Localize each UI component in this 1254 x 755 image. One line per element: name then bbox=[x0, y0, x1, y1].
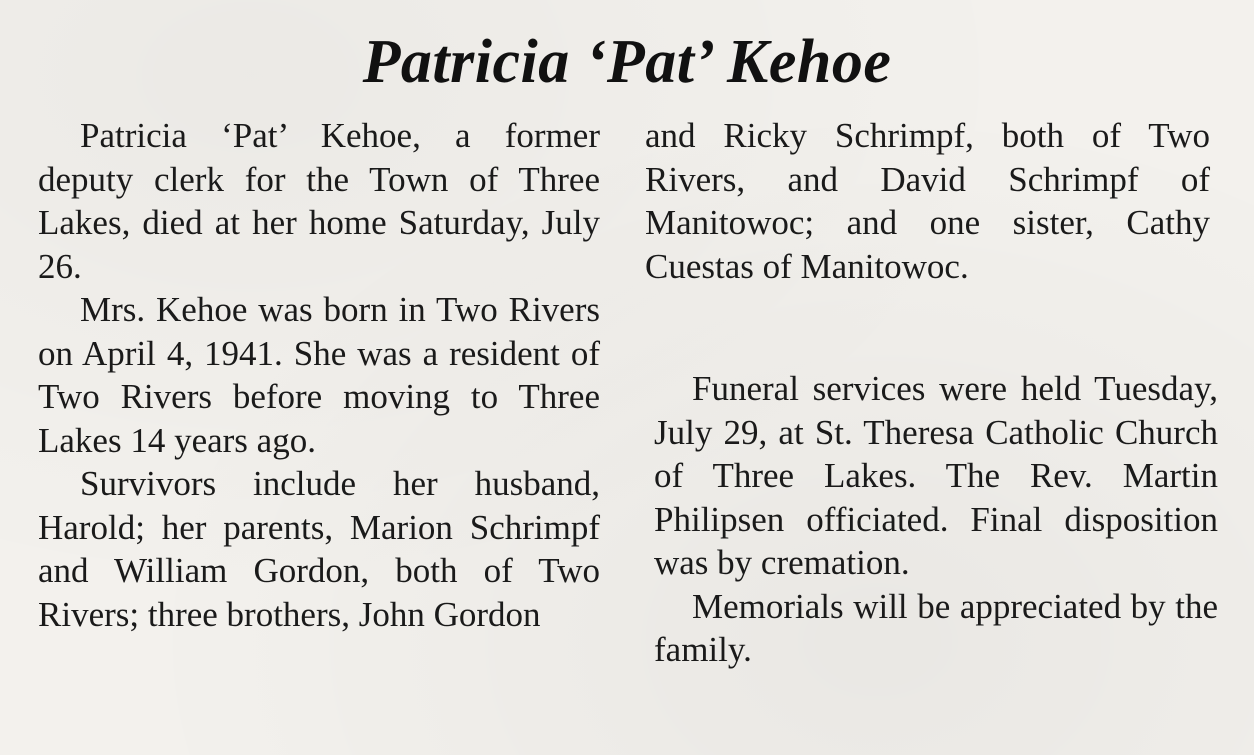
paragraph-survivors-continued: and Ricky Schrimpf, both of Two Rivers, and David Schrimpf of Manitowoc; and one sister, Cathy Cuestas of Manitowoc. bbox=[645, 116, 1210, 286]
paragraph-survivors: Survivors include her husband, Harold; her parents, Marion Schrimpf and William Gordon, both of Two Rivers; three brothers, John Gordon bbox=[38, 464, 600, 634]
paragraph-intro: Patricia ‘Pat’ Kehoe, a former deputy clerk for the Town of Three Lakes, died at her home Saturday, July 26. bbox=[38, 116, 600, 286]
paragraph-memorials: Memorials will be appreciated by the family. bbox=[654, 586, 1218, 669]
paragraph-biography: Mrs. Kehoe was born in Two Rivers on April 4, 1941. She was a resident of Two Rivers before moving to Three Lakes 14 years ago. bbox=[38, 290, 600, 460]
right-column-bottom bbox=[654, 367, 1218, 672]
right-column-top bbox=[645, 114, 1210, 288]
paragraph-funeral-services: Funeral services were held Tuesday, July 29, at St. Theresa Catholic Church of Three Lakes. The Rev. Martin Philipsen officiated. Final disposition was by cremation. bbox=[654, 369, 1218, 582]
obituary-headline: Patricia ‘Pat’ Kehoe bbox=[362, 28, 892, 96]
left-column bbox=[38, 114, 600, 636]
